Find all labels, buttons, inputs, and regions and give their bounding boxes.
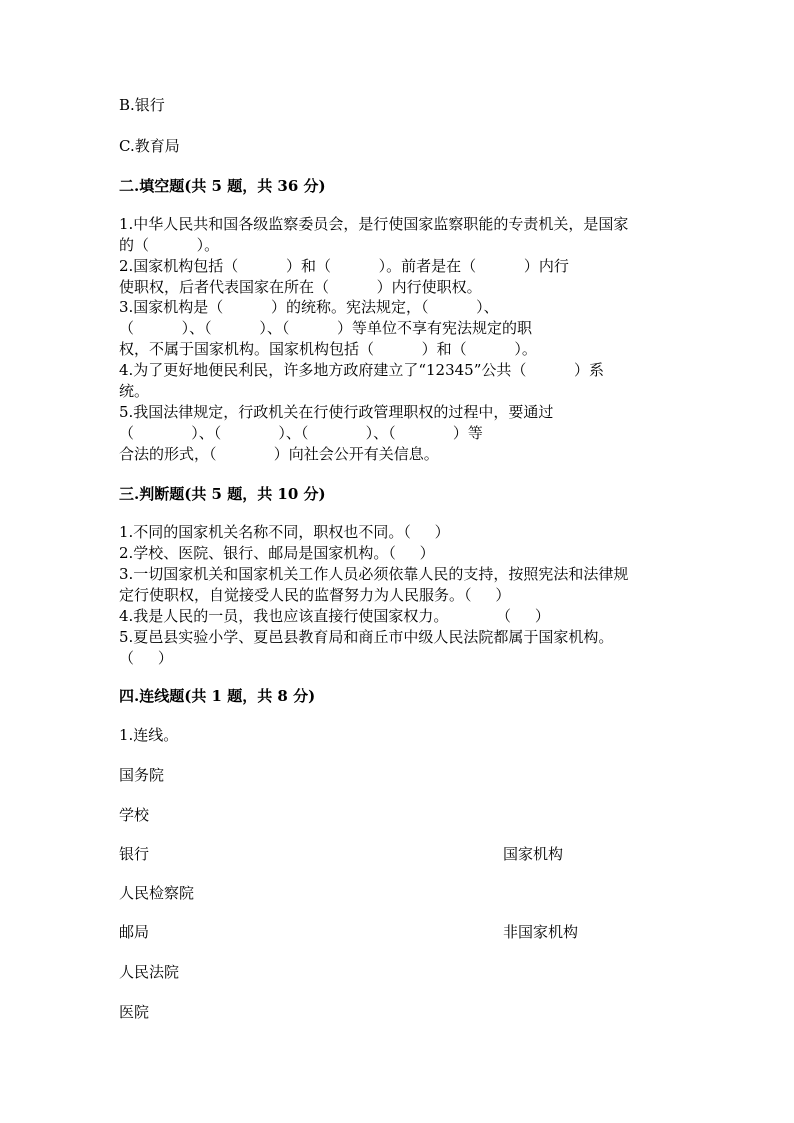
judge-line: 3.一切国家机关和国家机关工作人员必须依靠人民的支持，按照宪法和法律规 xyxy=(119,565,629,583)
section-heading-judge: 三.判断题(共 5 题，共 10 分) xyxy=(119,485,326,503)
fill-blank-line: 4.为了更好地便民利民，许多地方政府建立了“12345”公共（ ）系 xyxy=(119,361,605,379)
fill-blank-line: 1.中华人民共和国各级监察委员会，是行使国家监察职能的专责机关，是国家 xyxy=(119,215,629,233)
option-b: B.银行 xyxy=(119,96,165,114)
match-right-item: 国家机构 xyxy=(503,845,564,863)
section-heading-match: 四.连线题(共 1 题，共 8 分) xyxy=(119,687,316,705)
fill-blank-line: 5.我国法律规定，行政机关在行使行政管理职权的过程中，要通过 xyxy=(119,403,554,421)
fill-blank-line: 合法的形式，（ ）向社会公开有关信息。 xyxy=(119,445,439,463)
match-left-item: 学校 xyxy=(119,806,150,824)
match-left-item: 人民法院 xyxy=(119,963,180,981)
judge-line: 定行使职权，自觉接受人民的监督努力为人民服务。（ ） xyxy=(119,586,511,604)
judge-line: 4.我是人民的一员，我也应该直接行使国家权力。 （ ） xyxy=(119,607,550,625)
option-c: C.教育局 xyxy=(119,137,180,155)
match-left-item: 人民检察院 xyxy=(119,884,195,902)
match-right-item: 非国家机构 xyxy=(503,923,579,941)
judge-line: （ ） xyxy=(119,649,173,667)
fill-blank-line: （ ）、（ ）、（ ）、（ ）等 xyxy=(119,424,483,442)
fill-blank-line: 3.国家机构是（ ）的统称。宪法规定，（ ）、 xyxy=(119,298,499,316)
section-heading-fill-blank: 二.填空题(共 5 题，共 36 分) xyxy=(119,177,326,195)
fill-blank-line: 权，不属于国家机构。国家机构包括（ ）和（ ）。 xyxy=(119,340,537,358)
match-left-item: 银行 xyxy=(119,845,150,863)
match-left-item: 邮局 xyxy=(119,923,150,941)
judge-line: 2.学校、医院、银行、邮局是国家机构。（ ） xyxy=(119,544,435,562)
judge-line: 1.不同的国家机关名称不同，职权也不同。（ ） xyxy=(119,523,450,541)
match-left-item: 国务院 xyxy=(119,766,165,784)
fill-blank-line: 使职权，后者代表国家在所在（ ）内行使职权。 xyxy=(119,278,482,296)
fill-blank-line: 的（ ）。 xyxy=(119,236,220,254)
judge-line: 5.夏邑县实验小学、夏邑县教育局和商丘市中级人民法院都属于国家机构。 xyxy=(119,628,614,646)
fill-blank-line: （ ）、（ ）、（ ）等单位不享有宪法规定的职 xyxy=(119,319,533,337)
fill-blank-line: 2.国家机构包括（ ）和（ ）。前者是在（ ）内行 xyxy=(119,257,569,275)
match-left-item: 医院 xyxy=(119,1003,150,1021)
fill-blank-line: 统。 xyxy=(119,382,150,400)
match-prompt: 1.连线。 xyxy=(119,726,179,744)
